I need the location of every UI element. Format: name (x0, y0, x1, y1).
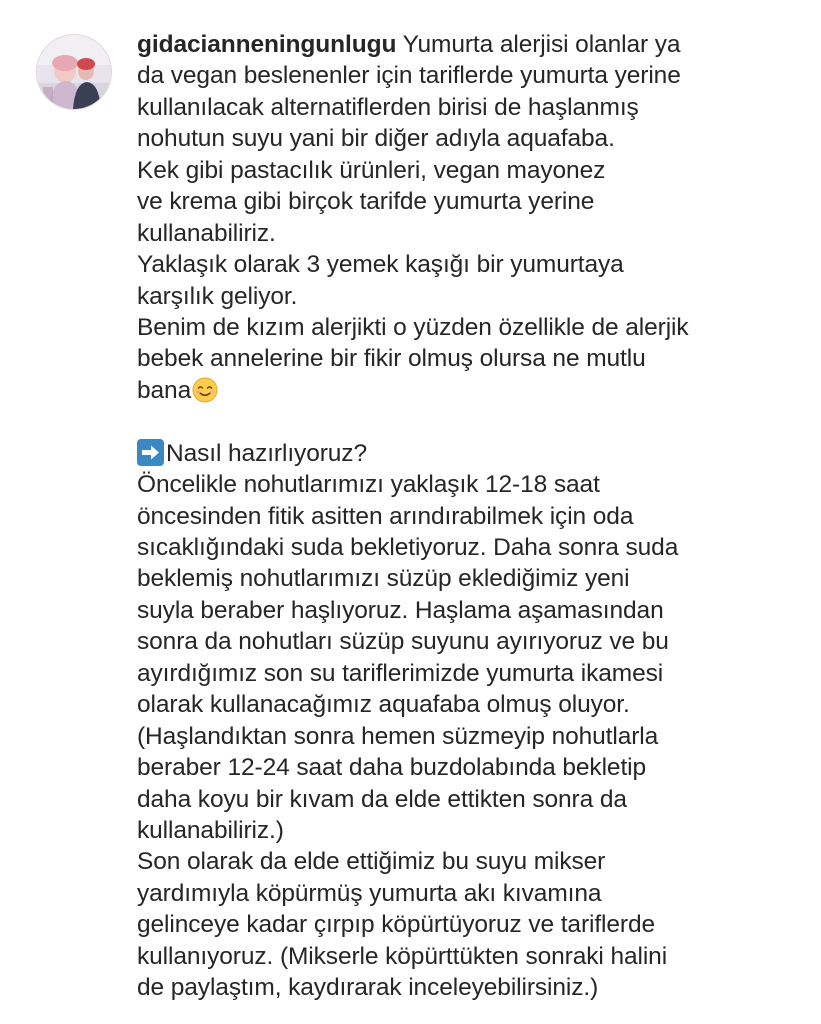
caption-line: olarak kullanacağımız aquafaba olmuş oluyor. (137, 691, 630, 719)
caption-line: yardımıyla köpürmüş yumurta akı kıvamına (137, 879, 602, 907)
caption-line: kullanıyoruz. (Mikserle köpürttükten sonraki halini (137, 942, 668, 970)
caption-line: beraber 12-24 saat daha buzdolabında bekletip (137, 754, 647, 782)
right-arrow-icon (137, 439, 164, 466)
username-link[interactable]: gidacianneningunlugu (137, 31, 397, 58)
caption-line: (Haşlandıktan sonra hemen süzmeyip nohutlarla (137, 722, 659, 750)
caption-line: Kek gibi pastacılık ürünleri, vegan mayonez (137, 156, 606, 184)
caption-line: ve krema gibi birçok tarifde yumurta yerine (137, 188, 595, 216)
caption-line: kullanabiliriz. (137, 219, 276, 247)
caption-blank-line (137, 406, 809, 437)
smiling-face-icon (192, 377, 218, 403)
caption-line: karşılık geliyor. (137, 282, 298, 310)
caption-line: sonra da nohutları süzüp suyunu ayırıyoruz ve bu (137, 628, 669, 656)
caption-line: kullanılacak alternatiflerden birisi de haşlanmış (137, 93, 639, 121)
caption-line: öncesinden fitik asitten arındırabilmek için oda (137, 502, 634, 530)
caption-line: bana (137, 375, 809, 406)
caption-line: beklemiş nohutlarımızı süzüp eklediğimiz yeni (137, 565, 630, 593)
post-caption (137, 29, 809, 1004)
caption-line: ayırdığımız son su tariflerimizde yumurta ikamesi (137, 659, 664, 687)
caption-line: gidacianneningunlugu Yumurta alerjisi olanlar ya (137, 31, 681, 58)
caption-line: daha koyu bir kıvam da elde ettikten sonra da (137, 785, 627, 813)
caption-line: de paylaştım, kaydırarak inceleyebilirsiniz.) (137, 974, 599, 1002)
caption-line: da vegan beslenenler için tariflerde yumurta yerine (137, 62, 681, 90)
caption-line: Nasıl hazırlıyoruz? (137, 438, 809, 469)
profile-avatar[interactable] (36, 34, 112, 110)
caption-line: bebek annelerine bir fikir olmuş olursa ne mutlu (137, 345, 646, 373)
caption-line: kullanabiliriz.) (137, 816, 284, 844)
caption-line: gelinceye kadar çırpıp köpürtüyoruz ve tariflerde (137, 911, 656, 939)
caption-line: nohutun suyu yani bir diğer adıyla aquafaba. (137, 125, 615, 153)
caption-line: Yaklaşık olarak 3 yemek kaşığı bir yumurtaya (137, 251, 624, 279)
caption-line: Öncelikle nohutlarımızı yaklaşık 12-18 saat (137, 471, 600, 499)
profile-photo (37, 35, 111, 109)
caption-line: Son olarak da elde ettiğimiz bu suyu mikser (137, 848, 606, 876)
caption-line: suyla beraber haşlıyoruz. Haşlama aşamasından (137, 596, 664, 624)
caption-line: sıcaklığındaki suda bekletiyoruz. Daha sonra suda (137, 534, 679, 561)
caption-line: Benim de kızım alerjikti o yüzden özellikle de alerjik (137, 313, 689, 341)
